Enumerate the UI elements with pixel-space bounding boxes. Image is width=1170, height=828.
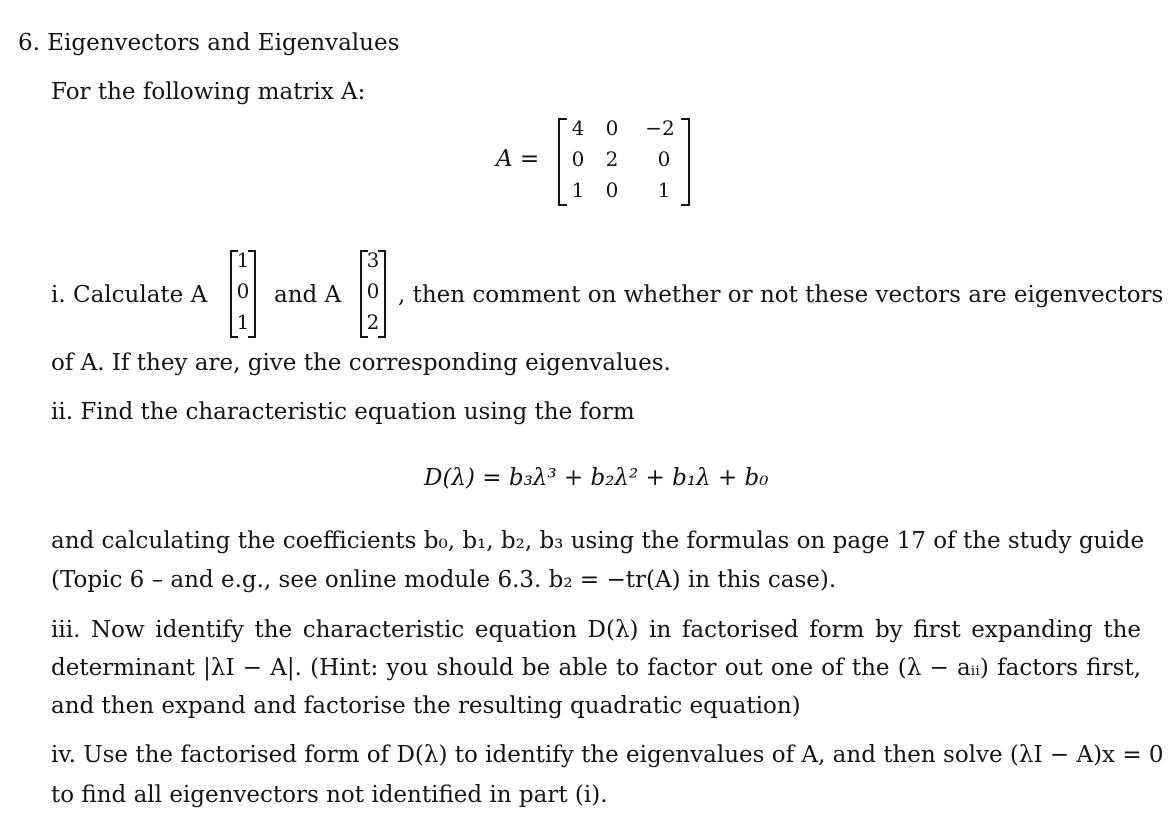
vector-entry: 0 xyxy=(236,279,250,303)
vector-entry: 0 xyxy=(366,279,380,303)
part-i-suffix: , then comment on whether or not these vectors are eigenvectors xyxy=(398,282,1164,308)
intro-text: For the following matrix A: xyxy=(51,79,366,105)
vector-2 xyxy=(360,250,386,338)
characteristic-form-equation: D(λ) = b₃λ³ + b₂λ² + b₁λ + b₀ xyxy=(424,465,769,491)
vector-entry: 2 xyxy=(366,310,380,334)
part-iii-line3: and then expand and factorise the resulting quadratic equation) xyxy=(51,693,801,719)
matrix-cell: 1 xyxy=(657,178,671,202)
matrix-cell: 0 xyxy=(571,147,585,171)
section-heading: 6. Eigenvectors and Eigenvalues xyxy=(18,30,400,56)
matrix-cell: 0 xyxy=(605,116,619,140)
part-iv-line2: to find all eigenvectors not identified in part (i). xyxy=(51,782,608,808)
part-ii-text: ii. Find the characteristic equation using the form xyxy=(51,399,635,425)
part-iii-line1: iii. Now identify the characteristic equation D(λ) in factorised form by first expanding the xyxy=(51,617,1141,643)
vector-entry: 3 xyxy=(366,248,380,272)
part-iv-line1: iv. Use the factorised form of D(λ) to identify the eigenvalues of A, and then solve (λI − A)x = 0 xyxy=(51,742,1164,768)
vector-entry: 1 xyxy=(236,310,250,334)
part-i-line2: of A. If they are, give the corresponding eigenvalues. xyxy=(51,350,671,376)
matrix-a xyxy=(558,118,690,206)
matrix-cell: −2 xyxy=(645,116,675,140)
part-ii-line2: (Topic 6 – and e.g., see online module 6.3. b₂ = −tr(A) in this case). xyxy=(51,567,837,593)
part-iii-line2: determinant |λI − A|. (Hint: you should be able to factor out one of the (λ − aᵢᵢ) factors first, xyxy=(51,655,1141,681)
matrix-cell: 4 xyxy=(571,116,585,140)
matrix-cell: 0 xyxy=(605,178,619,202)
matrix-cell: 2 xyxy=(605,147,619,171)
vector-1 xyxy=(230,250,256,338)
part-ii-line1: and calculating the coefficients b₀, b₁, b₂, b₃ using the formulas on page 17 of the study guide xyxy=(51,528,1145,554)
part-i-prefix: i. Calculate A xyxy=(51,282,208,308)
matrix-cell: 0 xyxy=(657,147,671,171)
matrix-label: A = xyxy=(496,146,540,172)
part-i-and: and A xyxy=(274,282,342,308)
matrix-cell: 1 xyxy=(571,178,585,202)
vector-entry: 1 xyxy=(236,248,250,272)
